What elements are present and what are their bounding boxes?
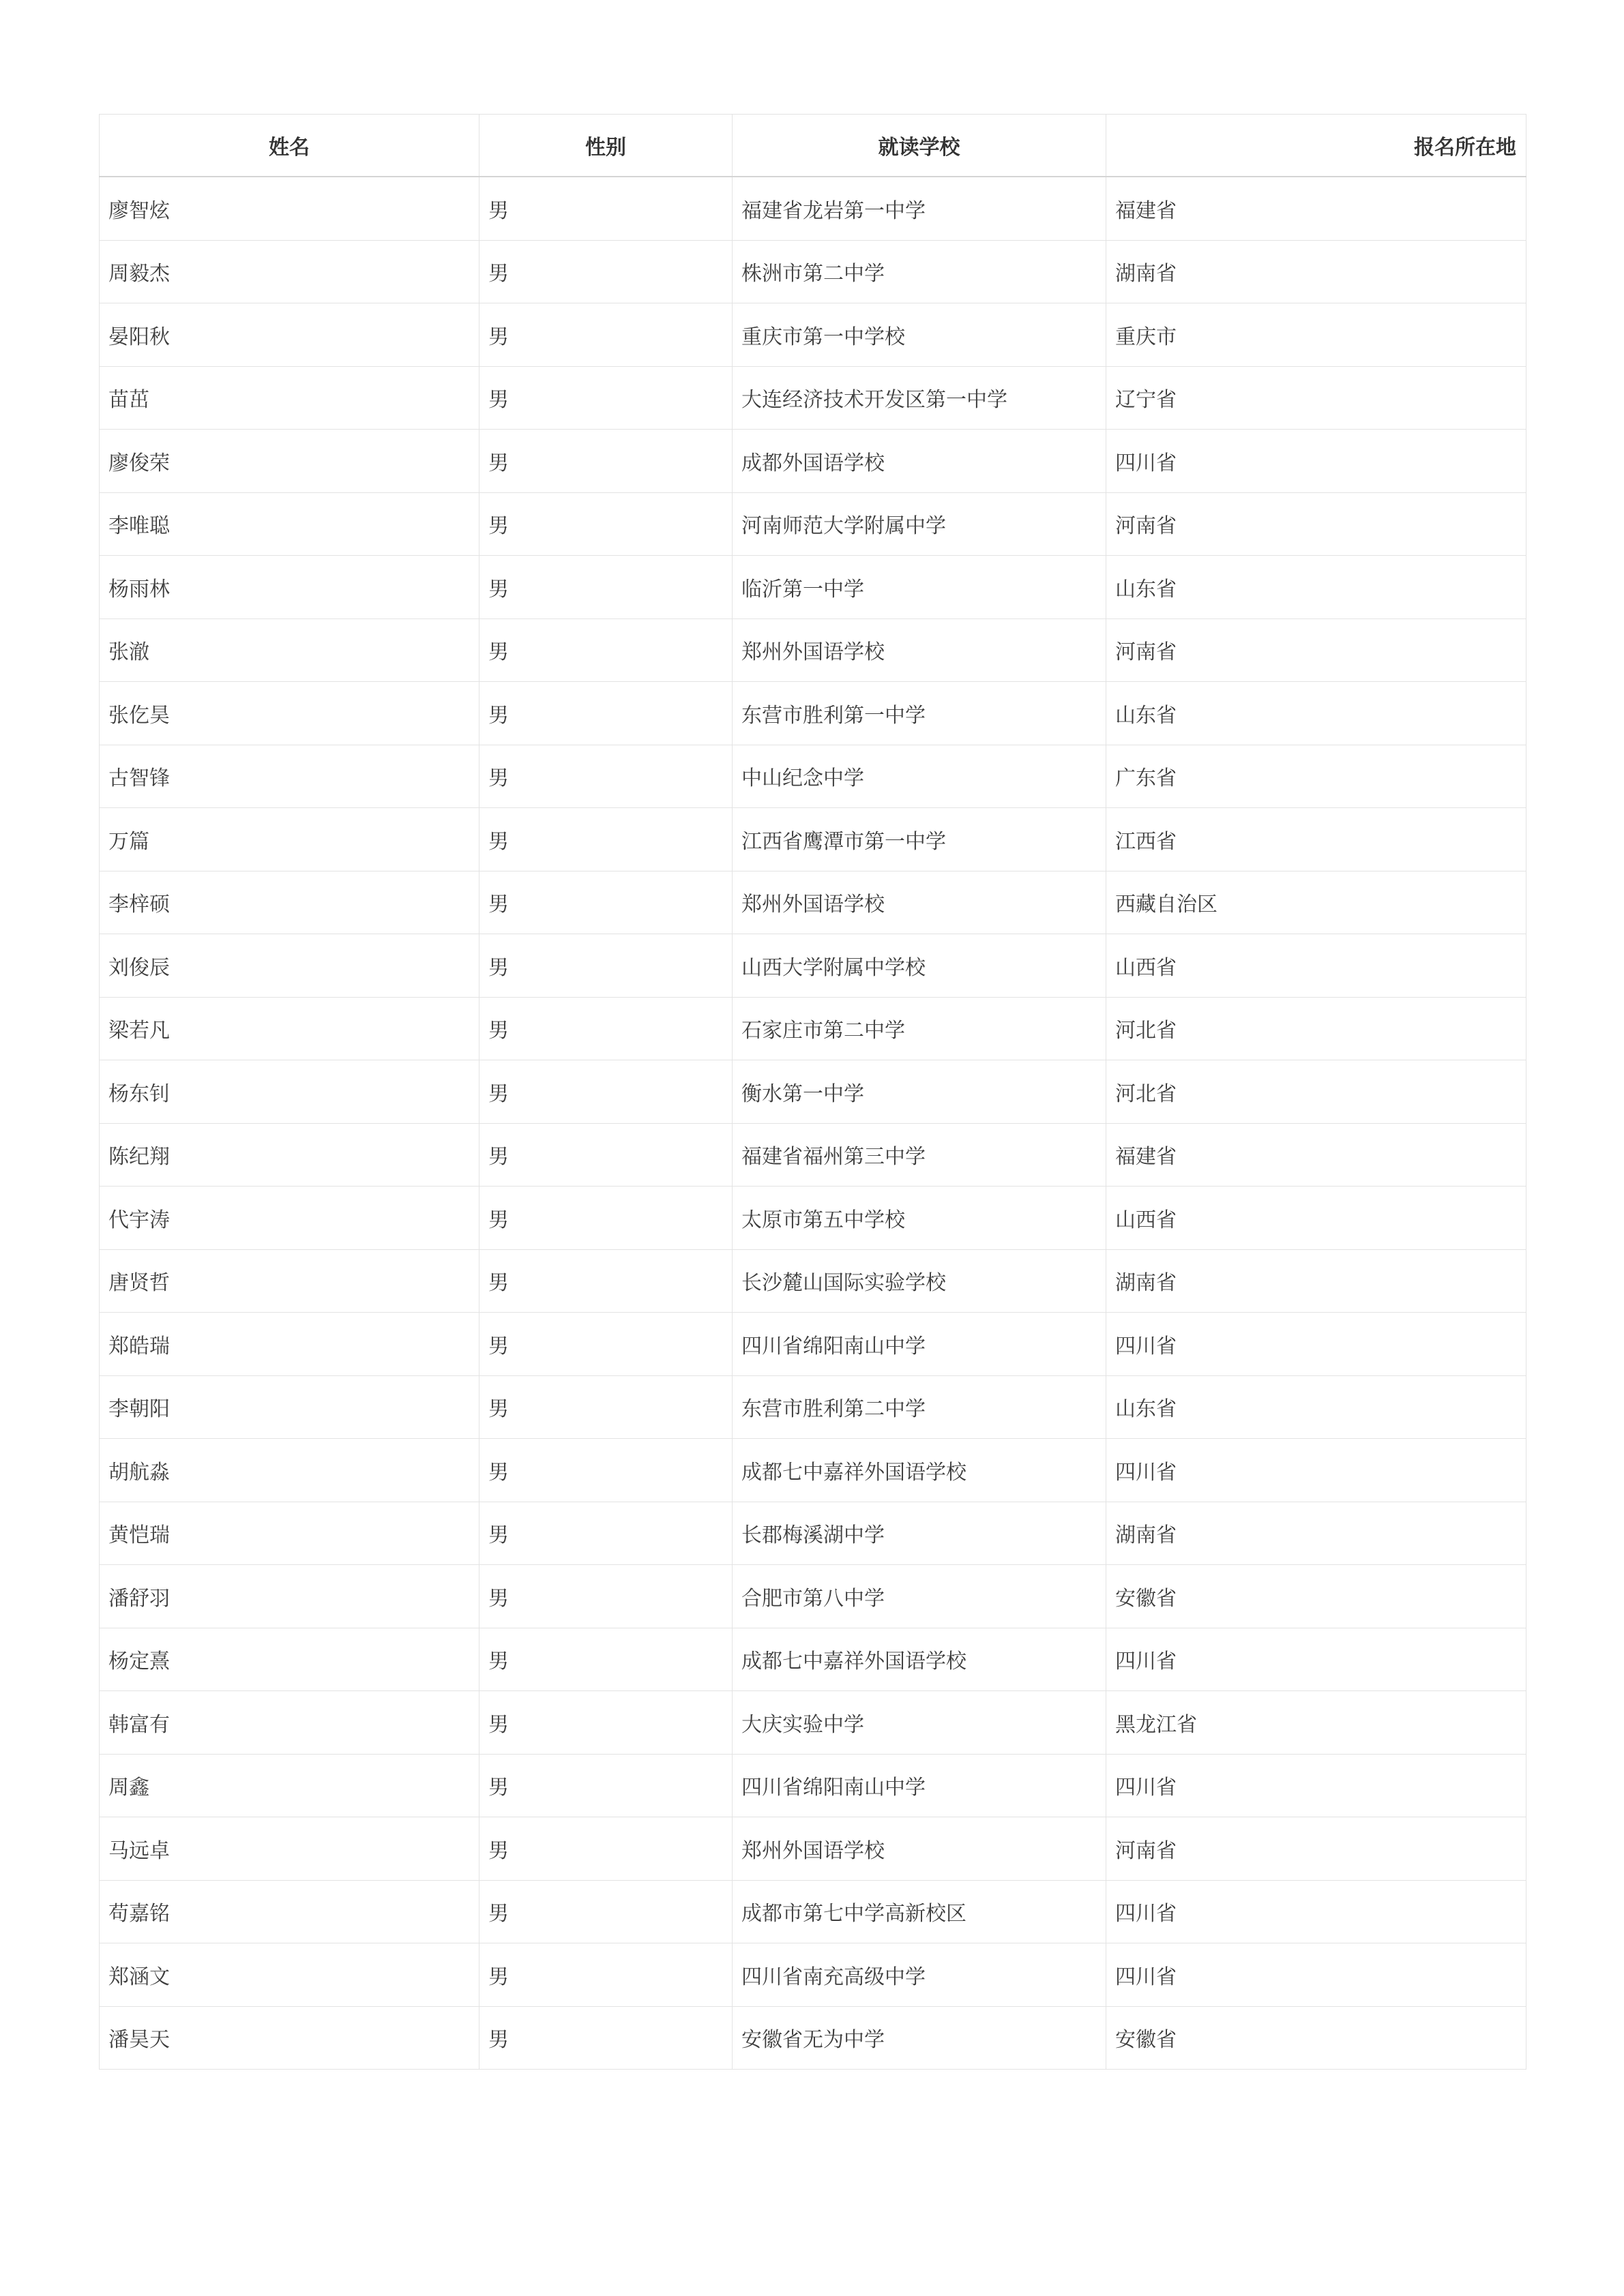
cell-school: 重庆市第一中学校 [733, 303, 1106, 367]
cell-name: 万篇 [100, 808, 479, 871]
cell-school: 大连经济技术开发区第一中学 [733, 366, 1106, 430]
cell-school: 中山纪念中学 [733, 745, 1106, 808]
cell-region: 山东省 [1106, 556, 1526, 619]
cell-region: 福建省 [1106, 177, 1526, 240]
table-row [100, 1880, 1526, 1943]
cell-school: 安徽省无为中学 [733, 2006, 1106, 2070]
cell-region: 江西省 [1106, 808, 1526, 871]
header-row [100, 115, 1526, 177]
cell-name: 潘昊天 [100, 2006, 479, 2070]
cell-school: 成都外国语学校 [733, 430, 1106, 493]
cell-gender: 男 [479, 1502, 733, 1565]
cell-gender: 男 [479, 1754, 733, 1817]
cell-gender: 男 [479, 745, 733, 808]
table-row [100, 1313, 1526, 1376]
cell-name: 张澈 [100, 618, 479, 682]
cell-name: 李梓硕 [100, 871, 479, 934]
table-row [100, 1060, 1526, 1124]
cell-region: 山东省 [1106, 1375, 1526, 1439]
cell-school: 临沂第一中学 [733, 556, 1106, 619]
cell-school: 大庆实验中学 [733, 1691, 1106, 1755]
table-row [100, 1123, 1526, 1187]
cell-gender: 男 [479, 1123, 733, 1187]
cell-school: 成都七中嘉祥外国语学校 [733, 1628, 1106, 1691]
cell-name: 郑皓瑞 [100, 1313, 479, 1376]
cell-gender: 男 [479, 177, 733, 240]
cell-name: 李唯聪 [100, 492, 479, 556]
cell-name: 刘俊辰 [100, 934, 479, 998]
cell-school: 株洲市第二中学 [733, 240, 1106, 303]
column-header-school: 就读学校 [733, 115, 1106, 177]
applicant-table-container [99, 114, 1526, 2070]
cell-name: 代宇涛 [100, 1187, 479, 1250]
cell-school: 山西大学附属中学校 [733, 934, 1106, 998]
cell-name: 杨定熹 [100, 1628, 479, 1691]
cell-school: 长沙麓山国际实验学校 [733, 1249, 1106, 1313]
cell-gender: 男 [479, 1439, 733, 1502]
cell-gender: 男 [479, 1375, 733, 1439]
cell-gender: 男 [479, 1880, 733, 1943]
cell-region: 四川省 [1106, 1754, 1526, 1817]
cell-gender: 男 [479, 934, 733, 998]
cell-name: 周毅杰 [100, 240, 479, 303]
table-row [100, 618, 1526, 682]
table-row [100, 430, 1526, 493]
cell-name: 梁若凡 [100, 997, 479, 1060]
table-row [100, 1375, 1526, 1439]
cell-region: 湖南省 [1106, 240, 1526, 303]
table-row [100, 871, 1526, 934]
cell-name: 郑涵文 [100, 1943, 479, 2007]
cell-school: 郑州外国语学校 [733, 871, 1106, 934]
cell-region: 四川省 [1106, 1313, 1526, 1376]
table-row [100, 1187, 1526, 1250]
cell-school: 福建省龙岩第一中学 [733, 177, 1106, 240]
cell-name: 苟嘉铭 [100, 1880, 479, 1943]
cell-gender: 男 [479, 240, 733, 303]
cell-gender: 男 [479, 1691, 733, 1755]
column-header-region: 报名所在地 [1106, 115, 1526, 177]
cell-gender: 男 [479, 1187, 733, 1250]
cell-gender: 男 [479, 1060, 733, 1124]
table-row [100, 240, 1526, 303]
cell-gender: 男 [479, 492, 733, 556]
cell-school: 长郡梅溪湖中学 [733, 1502, 1106, 1565]
cell-name: 周鑫 [100, 1754, 479, 1817]
cell-gender: 男 [479, 871, 733, 934]
cell-school: 成都七中嘉祥外国语学校 [733, 1439, 1106, 1502]
column-header-name: 姓名 [100, 115, 479, 177]
cell-region: 黑龙江省 [1106, 1691, 1526, 1755]
cell-school: 石家庄市第二中学 [733, 997, 1106, 1060]
cell-region: 四川省 [1106, 1628, 1526, 1691]
cell-gender: 男 [479, 2006, 733, 2070]
cell-region: 河南省 [1106, 618, 1526, 682]
cell-school: 郑州外国语学校 [733, 1817, 1106, 1881]
table-row [100, 1817, 1526, 1881]
cell-name: 潘舒羽 [100, 1565, 479, 1628]
cell-gender: 男 [479, 1249, 733, 1313]
cell-region: 河北省 [1106, 1060, 1526, 1124]
cell-name: 陈纪翔 [100, 1123, 479, 1187]
cell-school: 福建省福州第三中学 [733, 1123, 1106, 1187]
table-row [100, 1565, 1526, 1628]
cell-gender: 男 [479, 618, 733, 682]
table-row [100, 745, 1526, 808]
cell-name: 韩富有 [100, 1691, 479, 1755]
cell-name: 廖智炫 [100, 177, 479, 240]
cell-region: 辽宁省 [1106, 366, 1526, 430]
table-row [100, 492, 1526, 556]
cell-region: 四川省 [1106, 430, 1526, 493]
table-row [100, 1628, 1526, 1691]
table-row [100, 1691, 1526, 1755]
table-row [100, 2006, 1526, 2070]
cell-gender: 男 [479, 1943, 733, 2007]
cell-gender: 男 [479, 556, 733, 619]
cell-region: 西藏自治区 [1106, 871, 1526, 934]
cell-region: 山西省 [1106, 1187, 1526, 1250]
cell-region: 河北省 [1106, 997, 1526, 1060]
table-row [100, 366, 1526, 430]
cell-name: 苗茁 [100, 366, 479, 430]
table-row [100, 1754, 1526, 1817]
cell-name: 杨东钊 [100, 1060, 479, 1124]
table-row [100, 1249, 1526, 1313]
cell-school: 四川省绵阳南山中学 [733, 1754, 1106, 1817]
cell-gender: 男 [479, 430, 733, 493]
table-row [100, 934, 1526, 998]
cell-name: 杨雨林 [100, 556, 479, 619]
cell-name: 胡航淼 [100, 1439, 479, 1502]
cell-region: 河南省 [1106, 492, 1526, 556]
table-row [100, 303, 1526, 367]
cell-region: 山西省 [1106, 934, 1526, 998]
cell-name: 张仡昊 [100, 682, 479, 745]
cell-region: 安徽省 [1106, 2006, 1526, 2070]
cell-school: 合肥市第八中学 [733, 1565, 1106, 1628]
table-row [100, 997, 1526, 1060]
cell-region: 河南省 [1106, 1817, 1526, 1881]
table-row [100, 177, 1526, 240]
cell-school: 太原市第五中学校 [733, 1187, 1106, 1250]
cell-region: 四川省 [1106, 1439, 1526, 1502]
cell-school: 四川省绵阳南山中学 [733, 1313, 1106, 1376]
cell-school: 成都市第七中学高新校区 [733, 1880, 1106, 1943]
table-body [100, 177, 1526, 2070]
cell-gender: 男 [479, 1313, 733, 1376]
table-header [100, 115, 1526, 177]
cell-region: 重庆市 [1106, 303, 1526, 367]
cell-school: 江西省鹰潭市第一中学 [733, 808, 1106, 871]
cell-school: 郑州外国语学校 [733, 618, 1106, 682]
table-row [100, 682, 1526, 745]
cell-name: 古智锋 [100, 745, 479, 808]
cell-gender: 男 [479, 682, 733, 745]
cell-region: 山东省 [1106, 682, 1526, 745]
table-row [100, 1943, 1526, 2007]
cell-school: 四川省南充高级中学 [733, 1943, 1106, 2007]
cell-name: 廖俊荣 [100, 430, 479, 493]
cell-gender: 男 [479, 808, 733, 871]
cell-region: 广东省 [1106, 745, 1526, 808]
cell-region: 安徽省 [1106, 1565, 1526, 1628]
cell-gender: 男 [479, 1628, 733, 1691]
cell-school: 河南师范大学附属中学 [733, 492, 1106, 556]
cell-school: 东营市胜利第一中学 [733, 682, 1106, 745]
cell-region: 湖南省 [1106, 1249, 1526, 1313]
table-row [100, 808, 1526, 871]
table-row [100, 1439, 1526, 1502]
cell-region: 福建省 [1106, 1123, 1526, 1187]
cell-name: 黄恺瑞 [100, 1502, 479, 1565]
cell-gender: 男 [479, 1565, 733, 1628]
cell-name: 晏阳秋 [100, 303, 479, 367]
cell-school: 衡水第一中学 [733, 1060, 1106, 1124]
cell-school: 东营市胜利第二中学 [733, 1375, 1106, 1439]
table-row [100, 1502, 1526, 1565]
cell-gender: 男 [479, 997, 733, 1060]
cell-name: 李朝阳 [100, 1375, 479, 1439]
table-row [100, 556, 1526, 619]
cell-gender: 男 [479, 303, 733, 367]
cell-name: 唐贤哲 [100, 1249, 479, 1313]
cell-name: 马远卓 [100, 1817, 479, 1881]
column-header-gender: 性别 [479, 115, 733, 177]
cell-gender: 男 [479, 366, 733, 430]
cell-region: 湖南省 [1106, 1502, 1526, 1565]
applicants-table [99, 114, 1526, 2070]
cell-region: 四川省 [1106, 1880, 1526, 1943]
cell-gender: 男 [479, 1817, 733, 1881]
cell-region: 四川省 [1106, 1943, 1526, 2007]
